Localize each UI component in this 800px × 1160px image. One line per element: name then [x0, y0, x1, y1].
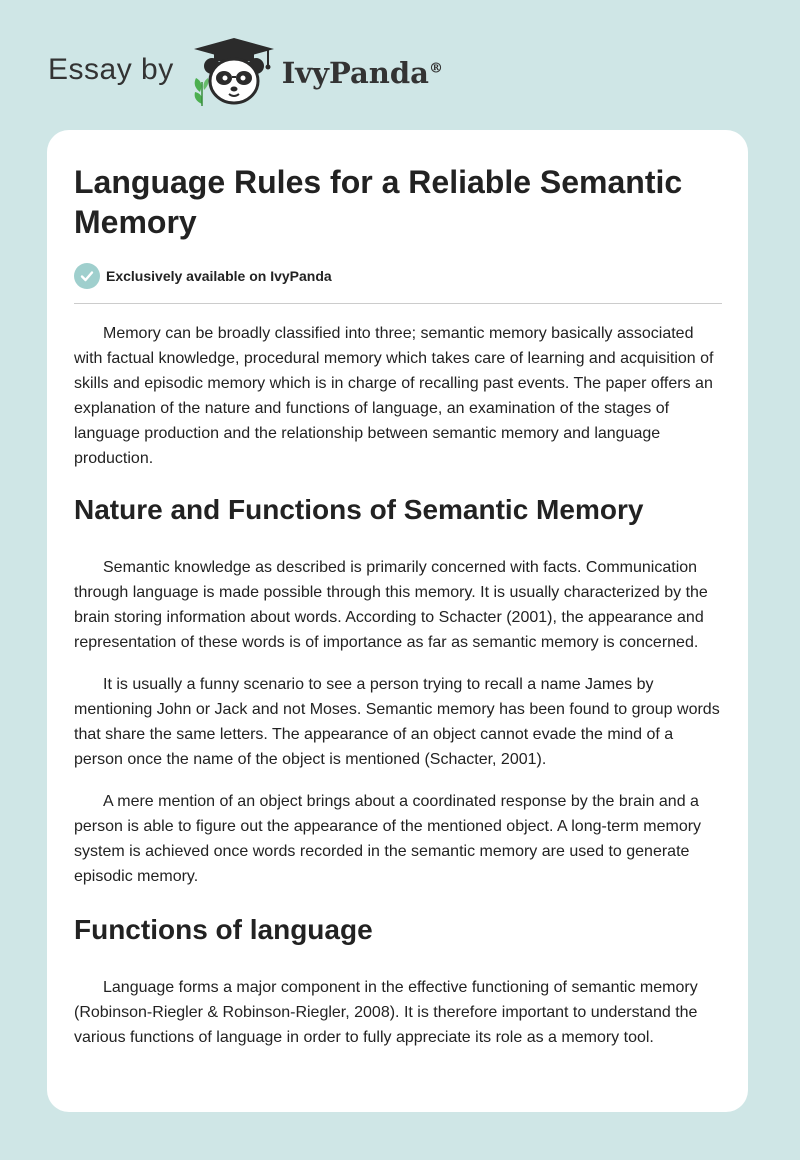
- section1-paragraph-2: It is usually a funny scenario to see a person trying to recall a name James by mentioning John or Jack and not Moses. Semantic memory has been found to group words that share the same letters. The appearance of an object cannot evade the mind of a person once the name of the object is mentioned (Schacter, 2001).: [74, 676, 720, 768]
- exclusive-badge-label: Exclusively available on IvyPanda: [106, 268, 332, 284]
- intro-paragraph: Memory can be broadly classified into three; semantic memory basically associated with factual knowledge, procedural memory which takes care of learning and acquisition of skills and episodic memory which is in charge of recalling past events. The paper offers an explanation of the nature and functions of language, an examination of the stages of language production and the relationship between semantic memory and language production.: [74, 325, 714, 467]
- section2-paragraph-1: Language forms a major component in the effective functioning of semantic memory (Robinson-Riegler & Robinson-Riegler, 2008). It is therefore important to understand the various functions of language in order to fully appreciate its role as a memory tool.: [74, 979, 698, 1046]
- brand-name: IvyPanda®: [281, 56, 443, 90]
- check-circle-icon: [74, 263, 100, 289]
- section-heading-semantic-memory: Nature and Functions of Semantic Memory: [74, 494, 644, 525]
- section-heading-functions-of-language: Functions of language: [74, 914, 373, 945]
- section1-paragraph-3: A mere mention of an object brings about a coordinated response by the brain and a person is able to figure out the appearance of the mentioned object. A long-term memory system is achieved once words recorded in the semantic memory are used to generate episodic memory.: [74, 793, 702, 885]
- exclusive-badge: [74, 262, 721, 290]
- panda-graduate-icon: [190, 36, 278, 108]
- page-title: Language Rules for a Reliable Semantic Memory: [74, 164, 683, 240]
- divider: [74, 303, 722, 304]
- section1-paragraph-1: Semantic knowledge as described is primarily concerned with facts. Communication through language is made possible through this memory. It is usually characterized by the brain storing information about words. According to Schacter (2001), the appearance and representation of these words is of importance as far as semantic memory is concerned.: [74, 559, 708, 651]
- article-card: [47, 130, 748, 1112]
- site-header: [48, 36, 443, 108]
- essay-by-label: Essay by: [48, 53, 174, 86]
